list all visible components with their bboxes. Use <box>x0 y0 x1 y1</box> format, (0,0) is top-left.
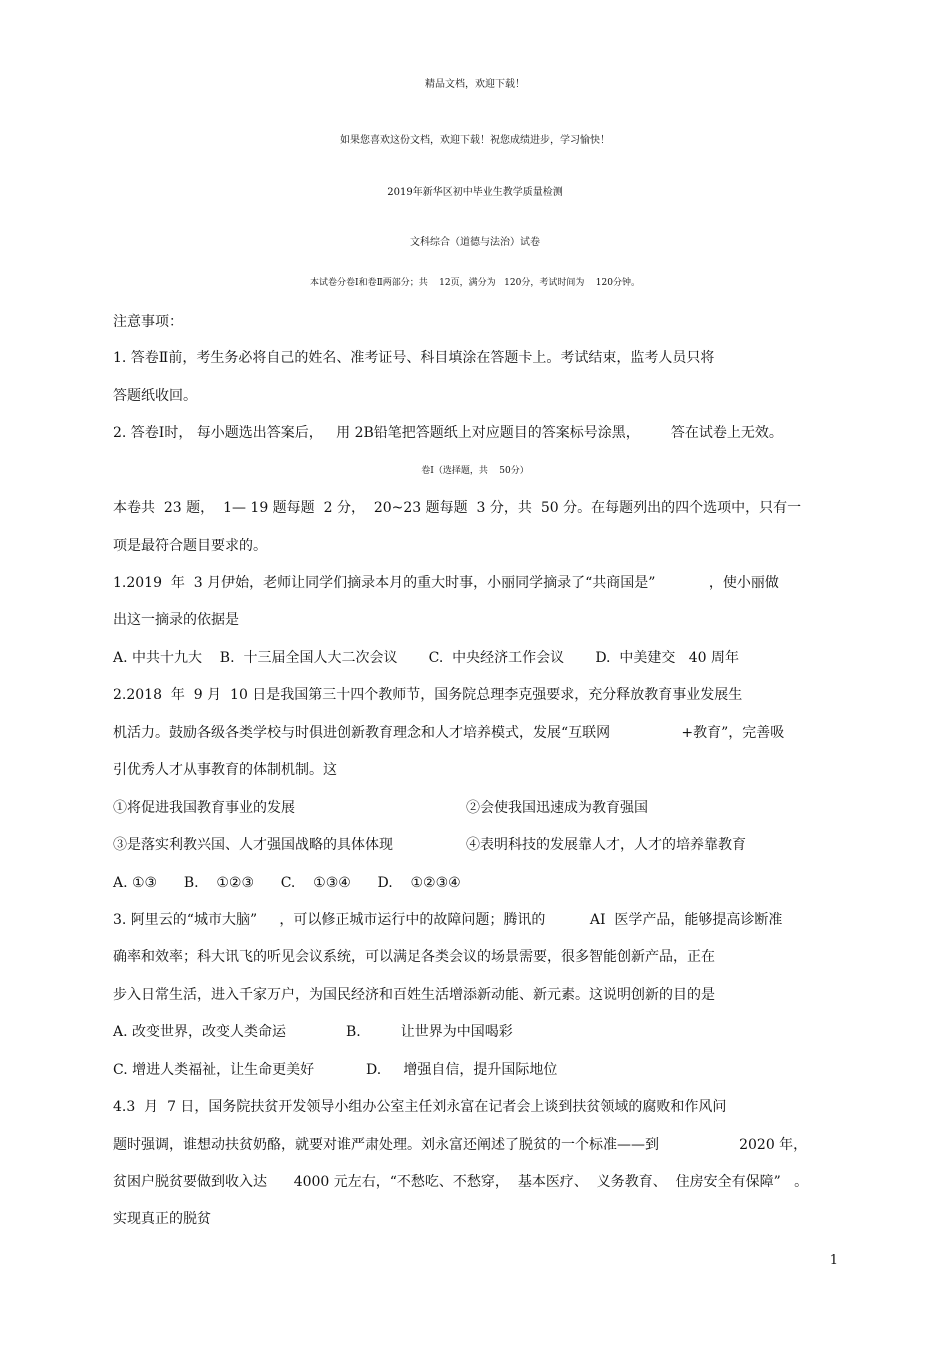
page-number: 1 <box>829 1253 838 1268</box>
q4-line-4: 实现真正的脱贫 <box>113 1211 211 1227</box>
q3-option-a: A. 改变世界，改变人类命运 <box>113 1024 287 1040</box>
q3-line-1: 3. 阿里云的“城市大脑” ，可以修正城市运行中的故障问题；腾讯的 AI 医学产品，能够提高诊断准 <box>113 912 783 928</box>
q4-line-2: 题时强调，谁想动扶贫奶酪，就要对谁严肃处理。刘永富还阐述了脱贫的一个标准——到 2020 年， <box>113 1137 808 1153</box>
header-line-1: 精品文档，欢迎下载！ <box>425 79 525 90</box>
q2-line-3: 引优秀人才从事教育的体制机制。这 <box>113 762 337 778</box>
note-2: 2. 答卷Ⅰ时， 每小题选出答案后， 用 2B铅笔把答题纸上对应题目的答案标号涂黑， 答在试卷上无效。 <box>113 425 783 441</box>
q3-option-b: B. 让世界为中国喝彩 <box>346 1024 513 1040</box>
section-1-desc-1: 本卷共 23 题， 1— 19 题每题 2 分， 20~23 题每题 3 分，共 50 分。在每题列出的四个选项中，只有一 <box>113 500 802 516</box>
q2-line-2: 机活力。鼓励各级各类学校与时俱进创新教育理念和人才培养模式，发展“互联网 +教育”，完善吸 <box>113 725 785 741</box>
q1-line-1: 1.2019 年 3 月伊始，老师让同学们摘录本月的重大时事，小丽同学摘录了“共商国是” ，使小丽做 <box>113 575 779 591</box>
exam-subtitle: 文科综合（道德与法治）试卷 <box>410 237 540 248</box>
q4-line-1: 4.3 月 7 日，国务院扶贫开发领导小组办公室主任刘永富在记者会上谈到扶贫领域的腐败和作风问 <box>113 1099 727 1115</box>
q1-line-2: 出这一摘录的依据是 <box>113 612 239 628</box>
exam-title: 2019年新华区初中毕业生教学质量检测 <box>387 187 563 198</box>
q3-line-2: 确率和效率；科大讯飞的听见会议系统，可以满足各类会议的场景需要，很多智能创新产品，正在 <box>113 949 715 965</box>
header-line-2: 如果您喜欢这份文档，欢迎下载！祝您成绩进步，学习愉快！ <box>340 135 610 146</box>
q4-line-3: 贫困户脱贫要做到收入达 4000 元左右，“不愁吃、不愁穿， 基本医疗、 义务教育、 住房安全有保障” 。 <box>113 1174 809 1190</box>
q2-line-1: 2.2018 年 9 月 10 日是我国第三十四个教师节，国务院总理李克强要求，充分释放教育事业发展生 <box>113 687 743 703</box>
note-1-line-2: 答题纸收回。 <box>113 388 197 404</box>
q2-statement-1: ①将促进我国教育事业的发展 <box>113 800 295 816</box>
exam-info: 本试卷分卷Ⅰ和卷Ⅱ两部分；共 12页，满分为 120分，考试时间为 120分钟。 <box>310 278 640 288</box>
notes-heading: 注意事项： <box>113 314 183 330</box>
note-1-line-1: 1. 答卷Ⅱ前，考生务必将自己的姓名、准考证号、科目填涂在答题卡上。考试结束，监考人员只将 <box>113 350 715 366</box>
q2-statement-3: ③是落实利教兴国、人才强国战略的具体体现 <box>113 837 393 853</box>
q3-line-3: 步入日常生活，进入千家万户，为国民经济和百姓生活增添新动能、新元素。这说明创新的目的是 <box>113 987 715 1003</box>
section-1-title: 卷Ⅰ（选择题，共 50分） <box>421 466 529 476</box>
q2-statement-2: ②会使我国迅速成为教育强国 <box>466 800 648 816</box>
q3-option-d: D. 增强自信，提升国际地位 <box>366 1062 558 1078</box>
q3-option-c: C. 增进人类福祉，让生命更美好 <box>113 1062 315 1078</box>
q2-options: A. ①③ B. ①②③ C. ①③④ D. ①②③④ <box>113 875 461 891</box>
q2-statement-4: ④表明科技的发展靠人才，人才的培养靠教育 <box>466 837 746 853</box>
q1-options: A. 中共十九大 B. 十三届全国人大二次会议 C. 中央经济工作会议 D. 中美建交 40 周年 <box>113 650 740 666</box>
section-1-desc-2: 项是最符合题目要求的。 <box>113 538 267 554</box>
